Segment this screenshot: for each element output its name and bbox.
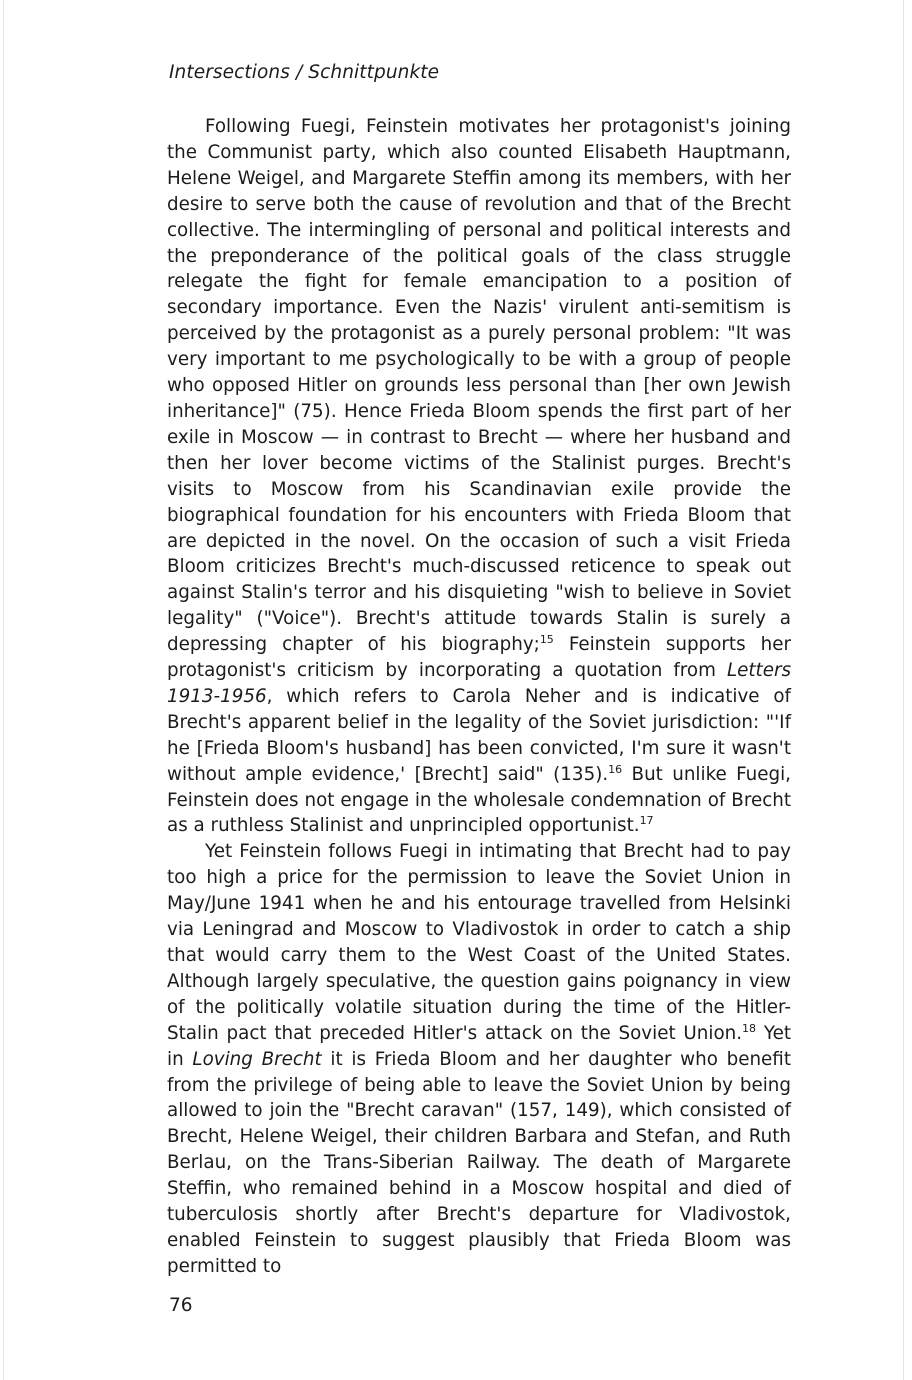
body-text	[167, 114, 791, 1280]
text-run: it is Frieda Bloom and her daughter who benefit from the privilege of being able to leave the Soviet Union by being allowed to join the "Brecht caravan" (157, 149), which consisted of Brecht, Helene Weigel, their children Barbara and Stefan, and Ruth Berlau, on the Trans-Siberian Railway. The death of Margarete Steffin, who remained behind in a Moscow hospital and died of tuberculosis shortly after Brecht's departure for Vladivostok, enabled Feinstein to suggest plausibly that Frieda Bloom was permitted to	[167, 1048, 791, 1277]
running-header: Intersections / Schnittpunkte	[169, 62, 440, 83]
paragraph-2	[167, 839, 791, 1279]
text-run: But unlike Fuegi, Feinstein does not engage in the wholesale condemnation of Brecht as a ruthless Stalinist and unprincipled opportunist.	[167, 763, 791, 837]
footnote-ref: 16	[608, 762, 623, 776]
paragraph-1	[167, 114, 791, 839]
footnote-ref: 18	[742, 1021, 757, 1035]
footnote-ref: 15	[539, 633, 554, 647]
text-run: Following Fuegi, Feinstein motivates her protagonist's joining the Communist party, which also counted Elisabeth Hauptmann, Helene Weigel, and Margarete Steffin among its members, with her desire to serve both the cause of revolution and that of the Brecht collective. The intermingling of personal and political interests and the preponderance of the political goals of the class struggle relegate the fight for female emancipation to a position of secondary importance. Even the Nazis' virulent anti-semitism is perceived by the protagonist as a purely personal problem: "It was very important to me psychologically to be with a group of people who opposed Hitler on grounds less personal than [her own Jewish inheritance]" (75). Hence Frieda Bloom spends the first part of her exile in Moscow — in contrast to Brecht — where her husband and then her lover become victims of the Stalinist purges. Brecht's visits to Moscow from his Scandinavian exile provide the biographical foundation for his encounters with Frieda Bloom that are depicted in the novel. On the occasion of such a visit Frieda Bloom criticizes Brecht's much-discussed reticence to speak out against Stalin's terror and his disquieting "wish to believe in Soviet legality" ("Voice"). Brecht's attitude towards Stalin is surely a depressing chapter of his biography;	[167, 116, 791, 656]
text-run: Yet in	[167, 1022, 791, 1070]
footnote-ref: 17	[639, 814, 654, 828]
text-run: Feinstein supports her protagonist's criticism by incorporating a quotation from	[167, 634, 791, 682]
text-run: , which refers to Carola Neher and is indicative of Brecht's apparent belief in the legality of the Soviet jurisdiction: "'If he [Frieda Bloom's husband] has been convicted, I'm sure it wasn't without ample evidence,' [Brecht] said" (135).	[167, 685, 791, 785]
italic-title: Letters 1913-1956	[167, 660, 791, 707]
italic-title: Loving Brecht	[192, 1048, 322, 1070]
page-number: 76	[169, 1295, 193, 1316]
page-edge-right	[903, 0, 904, 1380]
page-edge-left	[3, 0, 4, 1380]
text-run: Yet Feinstein follows Fuegi in intimating that Brecht had to pay too high a price for the permission to leave the Soviet Union in May/June 1941 when he and his entourage travelled from Helsinki via Leningrad and Moscow to Vladivostok in order to catch a ship that would carry them to the West Coast of the United States. Although largely speculative, the question gains poignancy in view of the politically volatile situation during the time of the Hitler-Stalin pact that preceded Hitler's attack on the Soviet Union.	[167, 841, 791, 1044]
